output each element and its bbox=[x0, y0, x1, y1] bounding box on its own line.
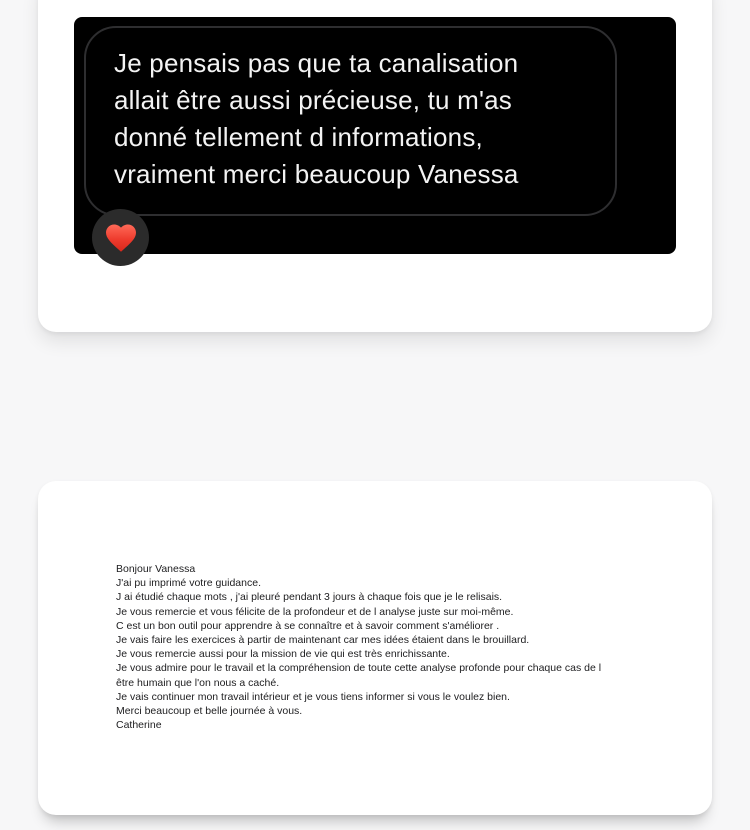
message-line: donné tellement d informations, bbox=[114, 122, 483, 152]
message-line: vraiment merci beaucoup Vanessa bbox=[114, 159, 519, 189]
message-bubble bbox=[84, 26, 617, 216]
letter-line: Merci beaucoup et belle journée à vous. bbox=[116, 705, 303, 718]
testimonial-letter bbox=[116, 562, 646, 732]
message-line: allait être aussi précieuse, tu m'as bbox=[114, 85, 513, 115]
letter-line: Je vous remercie aussi pour la mission de vie qui est très enrichissante. bbox=[116, 648, 450, 661]
letter-line: Je vais continuer mon travail intérieur et je vous tiens informer si vous le voulez bien. bbox=[116, 690, 510, 703]
letter-line: J'ai pu imprimé votre guidance. bbox=[116, 577, 261, 590]
testimonial-card-top bbox=[38, 0, 712, 332]
red-heart-icon bbox=[103, 220, 139, 256]
letter-line: Je vous admire pour le travail et la compréhension de toute cette analyse profonde pour chaque cas de l bbox=[116, 662, 602, 675]
letter-line: Je vais faire les exercices à partir de maintenant car mes idées étaient dans le brouillard. bbox=[116, 634, 530, 647]
letter-line: être humain que l'on nous a caché. bbox=[116, 676, 280, 689]
letter-greeting: Bonjour Vanessa bbox=[116, 563, 196, 575]
testimonial-card-bottom bbox=[38, 481, 712, 815]
imessage-screenshot bbox=[74, 17, 676, 254]
letter-line: J ai étudié chaque mots , j'ai pleuré pendant 3 jours à chaque fois que je le relisais. bbox=[116, 591, 503, 604]
letter-line: Je vous remercie et vous félicite de la profondeur et de l analyse juste sur moi-même. bbox=[116, 605, 514, 618]
message-line: Je pensais pas que ta canalisation bbox=[114, 48, 519, 78]
letter-line: C est un bon outil pour apprendre à se connaître et à savoir comment s'améliorer . bbox=[116, 619, 500, 632]
heart-reaction-badge bbox=[92, 209, 149, 266]
letter-signature: Catherine bbox=[116, 719, 162, 732]
